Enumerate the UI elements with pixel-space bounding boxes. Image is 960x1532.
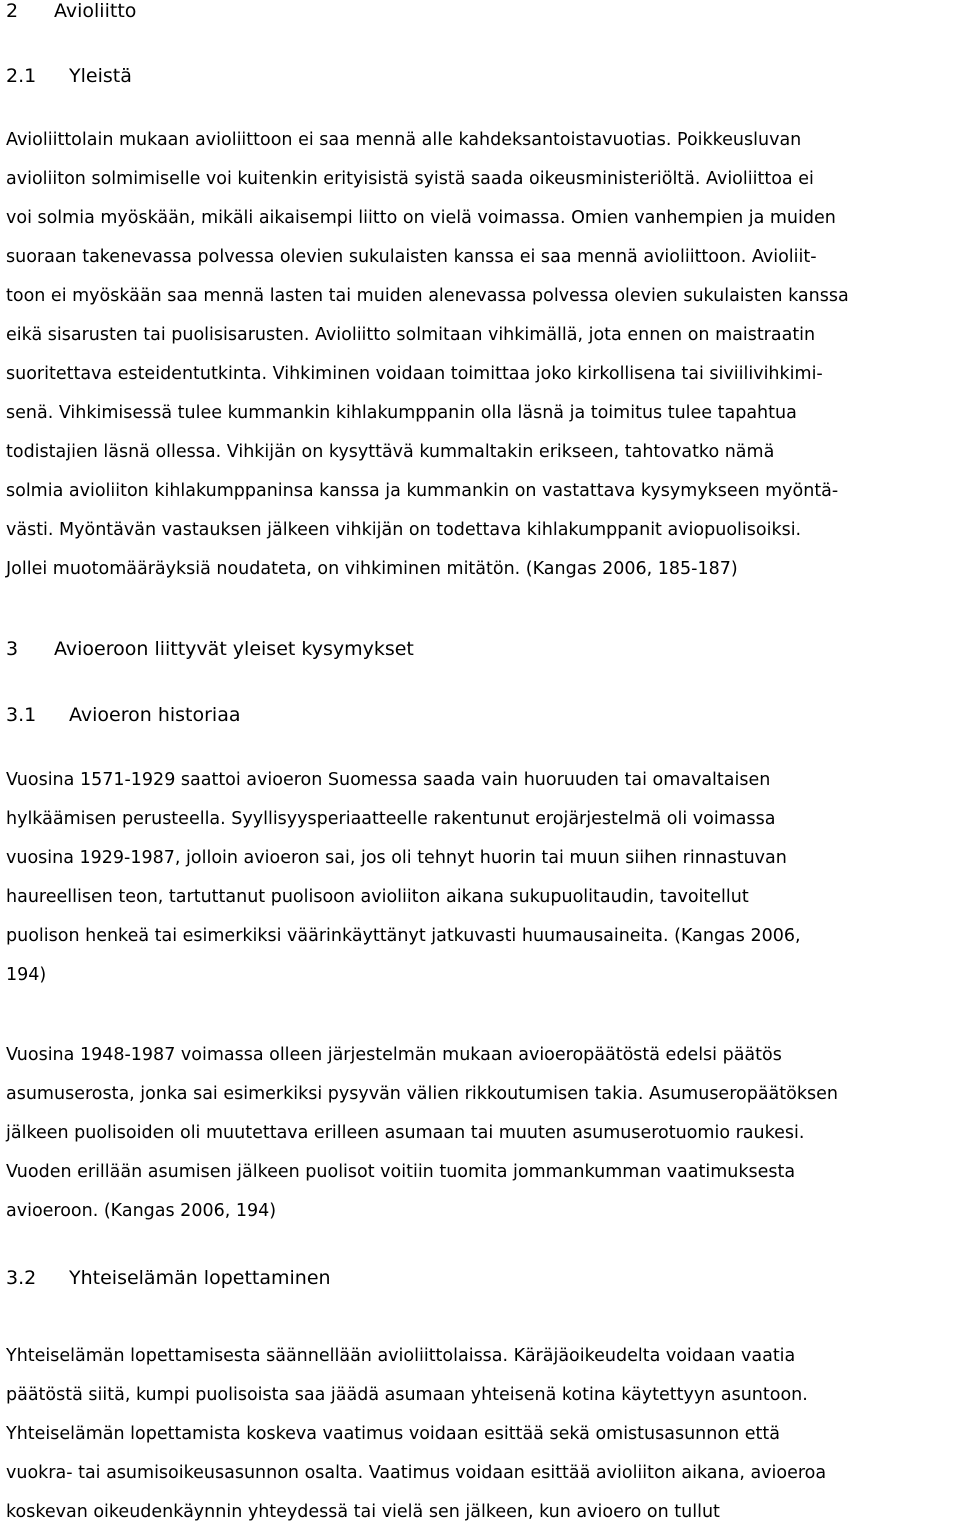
text-line: västi. Myöntävän vastauksen jälkeen vihkijän on todettava kihlakumppanit aviopuolisoiksi. [6, 520, 802, 540]
paragraph-marriage-general [6, 121, 956, 589]
section-number: 2.1 [6, 65, 37, 87]
text-line: asumuserosta, jonka sai esimerkiksi pysyvän välien rikkoutumisen takia. Asumuseropäätöksen [6, 1084, 838, 1104]
text-line: avioeroon. (Kangas 2006, 194) [6, 1201, 277, 1221]
paragraph-divorce-history [6, 761, 956, 995]
text-line: todistajien läsnä ollessa. Vihkijän on kysyttävä kummaltakin erikseen, tahtovatko nämä [6, 442, 775, 462]
text-line: voi solmia myöskään, mikäli aikaisempi liitto on vielä voimassa. Omien vanhempien ja muiden [6, 208, 836, 228]
section-title: Avioliitto [54, 0, 137, 22]
text-line: 194) [6, 965, 47, 985]
text-line: päätöstä siitä, kumpi puolisoista saa jäädä asumaan yhteisenä kotina käytettyyn asuntoon. [6, 1385, 808, 1405]
text-line: toon ei myöskään saa mennä lasten tai muiden alenevassa polvessa olevien sukulaisten kanssa [6, 286, 849, 306]
section-heading-3-1 [6, 704, 241, 726]
paragraph-separation-system [6, 1036, 956, 1231]
text-line: Vuosina 1948-1987 voimassa olleen järjestelmän mukaan avioeropäätöstä edelsi päätös [6, 1045, 782, 1065]
section-number: 3.2 [6, 1267, 37, 1289]
text-line: Avioliittolain mukaan avioliittoon ei saa mennä alle kahdeksantoistavuotias. Poikkeusluvan [6, 130, 802, 150]
section-title: Avioeron historiaa [69, 704, 241, 726]
text-line: vuosina 1929-1987, jolloin avioeron sai, jos oli tehnyt huorin tai muun siihen rinnastuvan [6, 848, 787, 868]
section-heading-2 [6, 0, 136, 22]
section-number: 3.1 [6, 704, 37, 726]
section-heading-2-1 [6, 65, 132, 87]
section-title: Avioeroon liittyvät yleiset kysymykset [54, 638, 414, 660]
section-title: Yhteiselämän lopettaminen [69, 1267, 331, 1289]
text-line: koskevan oikeudenkäynnin yhteydessä tai vielä sen jälkeen, kun avioero on tullut [6, 1502, 720, 1522]
text-line: haureellisen teon, tartuttanut puolisoon avioliiton aikana sukupuolitaudin, tavoitellut [6, 887, 749, 907]
text-line: solmia avioliiton kihlakumppaninsa kanssa ja kummankin on vastattava kysymykseen myöntä- [6, 481, 839, 501]
text-line: suoraan takenevassa polvessa olevien sukulaisten kanssa ei saa mennä avioliittoon. Avioliit- [6, 247, 817, 267]
text-line: Yhteiselämän lopettamista koskeva vaatimus voidaan esittää sekä omistusasunnon että [6, 1424, 780, 1444]
text-line: jälkeen puolisoiden oli muutettava erilleen asumaan tai muuten asumuserotuomio raukesi. [6, 1123, 805, 1143]
text-line: senä. Vihkimisessä tulee kummankin kihlakumppanin olla läsnä ja toimitus tulee tapahtua [6, 403, 797, 423]
text-line: avioliiton solmimiselle voi kuitenkin erityisistä syistä saada oikeusministeriöltä. Avioliittoa ei [6, 169, 814, 189]
text-line: puolison henkeä tai esimerkiksi väärinkäyttänyt jatkuvasti huumausaineita. (Kangas 2006, [6, 926, 801, 946]
text-line: hylkäämisen perusteella. Syyllisyysperiaatteelle rakentunut erojärjestelmä oli voimassa [6, 809, 776, 829]
paragraph-ending-cohabitation [6, 1337, 956, 1532]
text-line: Jollei muotomääräyksiä noudateta, on vihkiminen mitätön. (Kangas 2006, 185-187) [6, 559, 738, 579]
text-line: suoritettava esteidentutkinta. Vihkiminen voidaan toimittaa joko kirkollisena tai siviilivihkimi- [6, 364, 823, 384]
section-heading-3-2 [6, 1267, 331, 1289]
text-line: vuokra- tai asumisoikeusasunnon osalta. Vaatimus voidaan esittää avioliiton aikana, avioeroa [6, 1463, 827, 1483]
section-heading-3 [6, 638, 414, 660]
text-line: Vuosina 1571-1929 saattoi avioeron Suomessa saada vain huoruuden tai omavaltaisen [6, 770, 771, 790]
section-number: 2 [6, 0, 19, 22]
section-number: 3 [6, 638, 19, 660]
section-title: Yleistä [69, 65, 132, 87]
text-line: Yhteiselämän lopettamisesta säännellään avioliittolaissa. Käräjäoikeudelta voidaan vaatia [6, 1346, 796, 1366]
text-line: Vuoden erillään asumisen jälkeen puolisot voitiin tuomita jommankumman vaatimuksesta [6, 1162, 796, 1182]
text-line: eikä sisarusten tai puolisisarusten. Avioliitto solmitaan vihkimällä, jota ennen on maistraatin [6, 325, 816, 345]
